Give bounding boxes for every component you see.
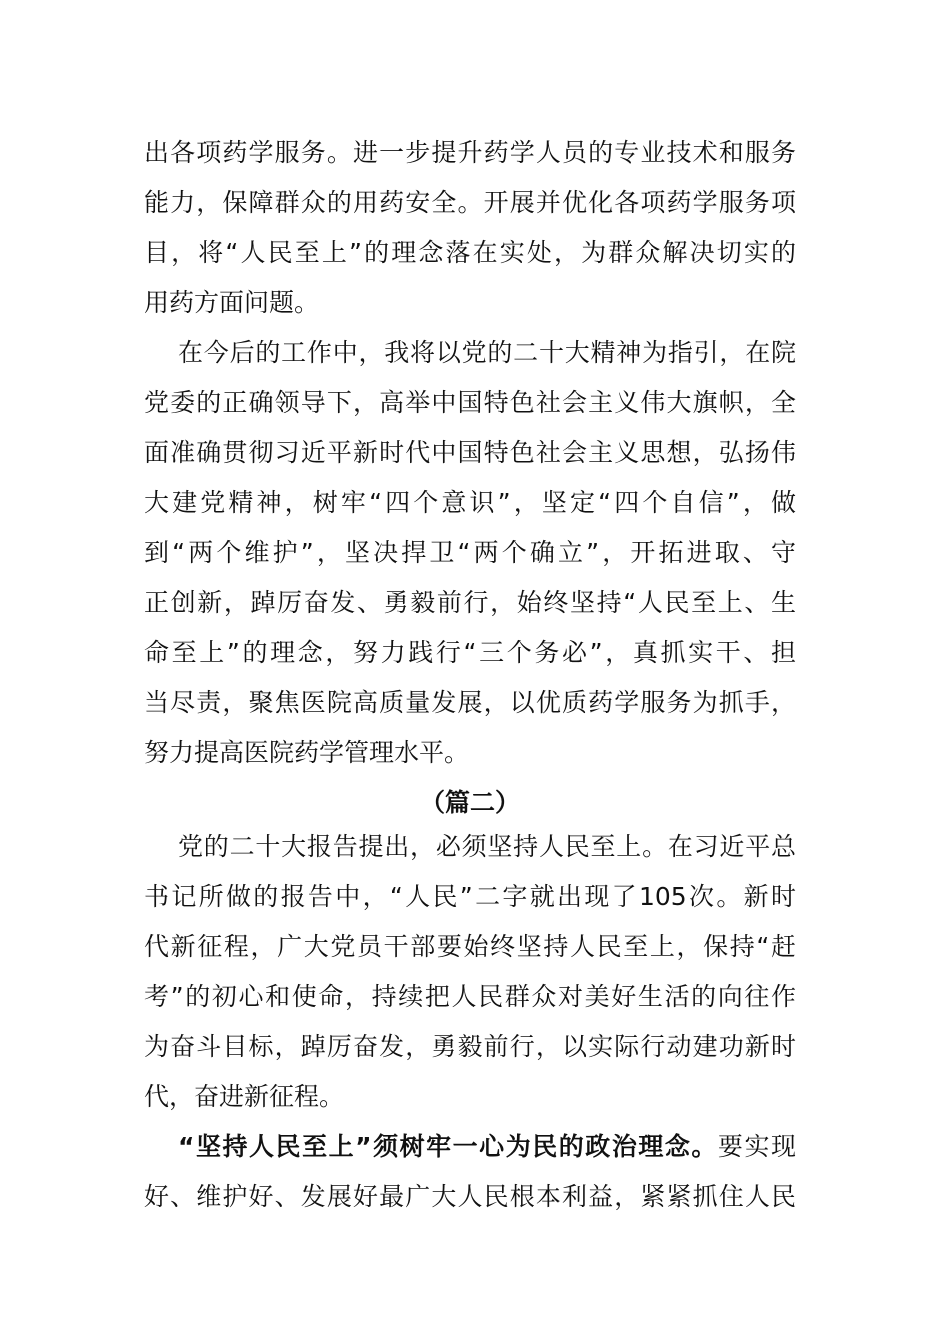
paragraph-line: 大建党精神，树牢“四个意识”，坚定“四个自信”，做 xyxy=(144,488,796,517)
paragraph-line: 考”的初心和使命，持续把人民群众对美好生活的向往作 xyxy=(144,982,796,1011)
paragraph-line: 目，将“人民至上”的理念落在实处，为群众解决切实的 xyxy=(144,238,796,267)
paragraph-line: 能力，保障群众的用药安全。开展并优化各项药学服务项 xyxy=(144,188,796,217)
paragraph-line: 代，奋进新征程。 xyxy=(144,1082,345,1111)
paragraph-line: 在今后的工作中，我将以党的二十大精神为指引，在院 xyxy=(178,338,796,367)
paragraph-line: 书记所做的报告中，“人民”二字就出现了105次。新时 xyxy=(144,882,796,911)
paragraph-2 xyxy=(144,328,796,778)
paragraph-line xyxy=(144,1122,796,1172)
paragraph-3 xyxy=(144,822,796,1122)
bold-lead: “坚持人民至上”须树牢一心为民的政治理念。 xyxy=(178,1132,718,1161)
paragraph-line: 党委的正确领导下，高举中国特色社会主义伟大旗帜，全 xyxy=(144,388,796,417)
paragraph-line: 面准确贯彻习近平新时代中国特色社会主义思想，弘扬伟 xyxy=(144,438,796,467)
paragraph-line: 党的二十大报告提出，必须坚持人民至上。在习近平总 xyxy=(178,832,796,861)
paragraph-line: 到“两个维护”，坚决捍卫“两个确立”，开拓进取、守 xyxy=(144,538,796,567)
paragraph-line: 命至上”的理念，努力践行“三个务必”，真抓实干、担 xyxy=(144,638,796,667)
lead-continuation: 要实现 xyxy=(717,1132,796,1161)
paragraph-line: 努力提高医院药学管理水平。 xyxy=(144,738,470,767)
paragraph-line: 出各项药学服务。进一步提升药学人员的专业技术和服务 xyxy=(144,138,796,167)
paragraph-4 xyxy=(144,1122,796,1222)
paragraph-line: 当尽责，聚焦医院高质量发展，以优质药学服务为抓手， xyxy=(144,688,796,717)
paragraph-line: 用药方面问题。 xyxy=(144,288,320,317)
paragraph-line: 代新征程，广大党员干部要始终坚持人民至上，保持“赶 xyxy=(144,932,796,961)
paragraph-line: 好、维护好、发展好最广大人民根本利益，紧紧抓住人民 xyxy=(144,1182,796,1211)
paragraph-line: 正创新，踔厉奋发、勇毅前行，始终坚持“人民至上、生 xyxy=(144,588,796,617)
section-heading: （篇二） xyxy=(419,788,520,817)
paragraph-1 xyxy=(144,128,796,328)
paragraph-line: 为奋斗目标，踔厉奋发，勇毅前行，以实际行动建功新时 xyxy=(144,1032,796,1061)
